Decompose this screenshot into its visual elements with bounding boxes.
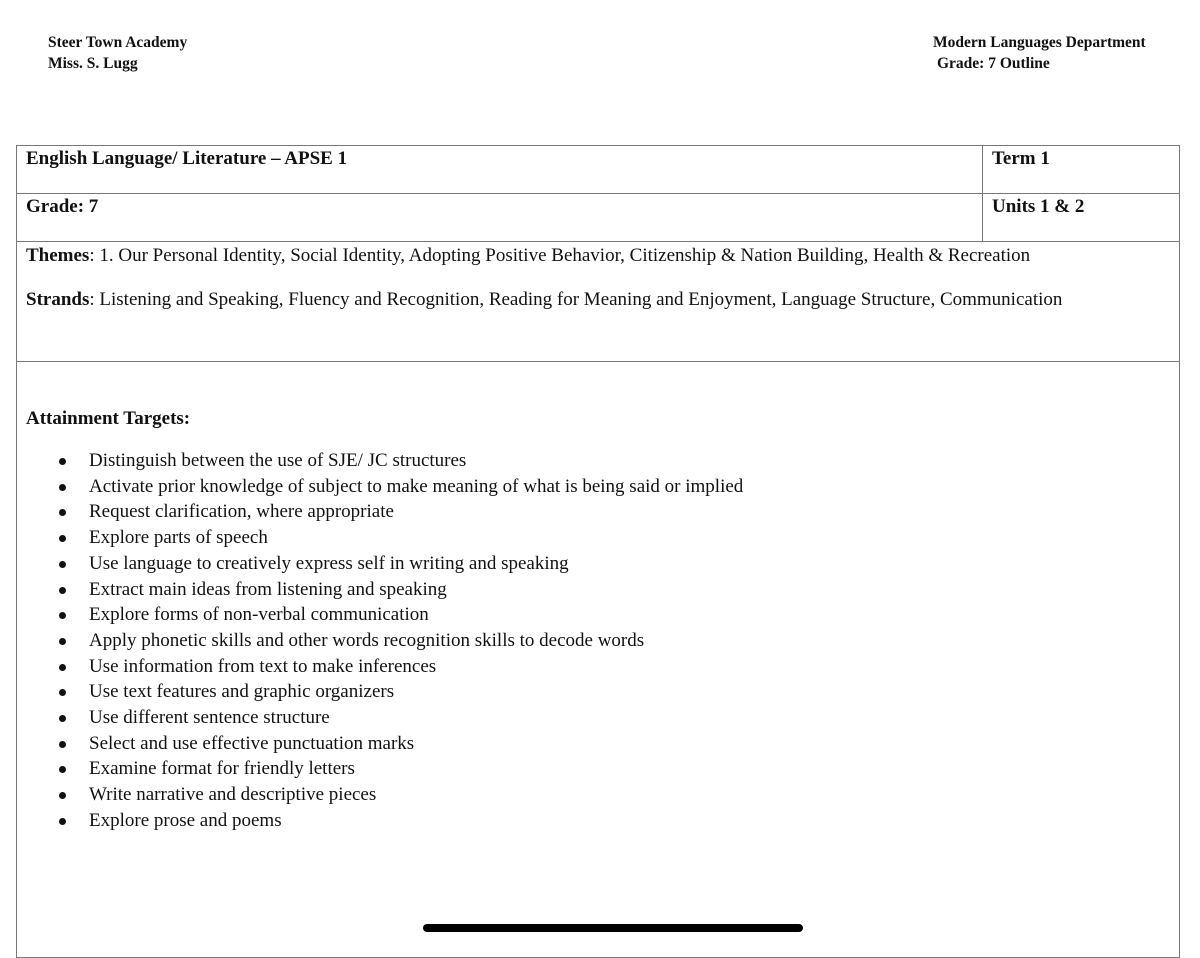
attainment-target: Examine format for friendly letters — [89, 756, 1170, 782]
attainment-target: Use language to creatively express self in writing and speaking — [89, 551, 1170, 577]
attainment-target: Write narrative and descriptive pieces — [89, 782, 1170, 808]
themes — [26, 245, 1170, 267]
attainment-target: Explore forms of non-verbal communication — [89, 602, 1170, 628]
attainment-target: Apply phonetic skills and other words recognition skills to decode words — [89, 628, 1170, 654]
header-right — [933, 32, 1146, 74]
themes-label: Themes — [26, 245, 90, 266]
header-left — [48, 32, 187, 74]
attainment-target: Select and use effective punctuation marks — [89, 731, 1170, 757]
attainment-target: Explore parts of speech — [89, 525, 1170, 551]
attainment-target: Request clarification, where appropriate — [89, 499, 1170, 525]
attainment-target: Activate prior knowledge of subject to make meaning of what is being said or implied — [89, 474, 1170, 500]
attainment-target: Use information from text to make inferences — [89, 654, 1170, 680]
attainment-target: Distinguish between the use of SJE/ JC structures — [89, 448, 1170, 474]
themes-text: : 1. Our Personal Identity, Social Identity, Adopting Positive Behavior, Citizenship & Nation Building, Health & Recreation — [89, 245, 1031, 266]
term: Term 1 — [983, 146, 1180, 194]
strands-label: Strands — [26, 289, 90, 310]
grade: Grade: 7 — [17, 194, 983, 242]
attainment-target: Use text features and graphic organizers — [89, 679, 1170, 705]
department-name: Modern Languages Department — [933, 34, 1146, 51]
strands — [26, 289, 1170, 311]
attainment-target: Extract main ideas from listening and speaking — [89, 577, 1170, 603]
attainment-target: Use different sentence structure — [89, 705, 1170, 731]
attainment-list — [26, 448, 1170, 834]
subject-title: English Language/ Literature – APSE 1 — [17, 146, 983, 194]
themes-strands-row — [17, 242, 1180, 362]
subject-row — [17, 146, 1180, 194]
grade-outline: Grade: 7 Outline — [937, 55, 1050, 72]
units: Units 1 & 2 — [983, 194, 1180, 242]
grade-row — [17, 194, 1180, 242]
attainment-title: Attainment Targets: — [26, 408, 191, 429]
school-name: Steer Town Academy — [48, 34, 188, 51]
attainment-target: Explore prose and poems — [89, 808, 1170, 834]
home-indicator[interactable] — [423, 924, 803, 932]
teacher-name: Miss. S. Lugg — [48, 55, 138, 72]
outline-table — [16, 145, 1180, 958]
strands-text: : Listening and Speaking, Fluency and Recognition, Reading for Meaning and Enjoyment, Language Structure, Communication — [89, 289, 1063, 310]
attainment-row — [17, 362, 1180, 958]
